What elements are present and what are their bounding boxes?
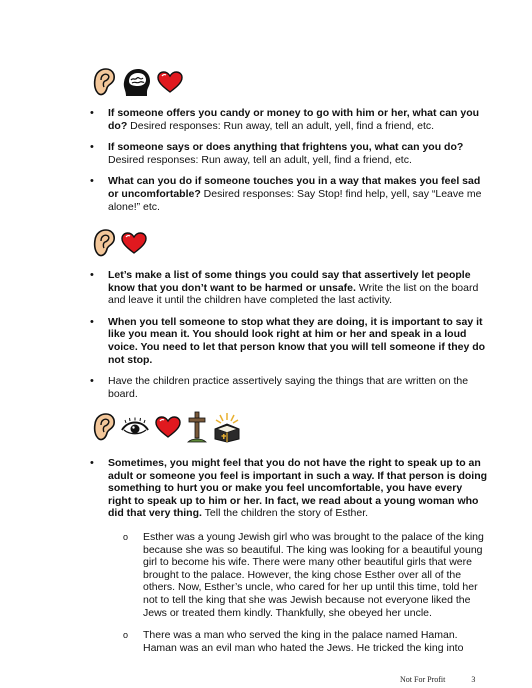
section-2-bullets bbox=[88, 269, 488, 409]
bullet-item: • Sometimes, you might feel that you do not have the right to speak up to an adult or someone you feel is important in such a way. If that person is doing something to hurt you or make you feel uncomfortable, you have every right to speak up to him or her. In fact, we read about a young woman who did that very thing. Tell the children the story of Esther. bbox=[88, 457, 488, 520]
eye-icon bbox=[120, 416, 150, 438]
bullet-item: • If someone says or does anything that frightens you, what can you do? Desired responses: Run away, tell an adult, yell, find a friend, etc. bbox=[88, 141, 488, 166]
icon-row-1 bbox=[92, 66, 184, 98]
bullet-item: • If someone offers you candy or money to go with him or her, what can you do? Desired responses: Run away, tell an adult, yell, find a friend, etc. bbox=[88, 107, 488, 132]
bullet-item: • Have the children practice assertively saying the things that are written on the board. bbox=[88, 375, 488, 400]
ear-icon bbox=[92, 67, 116, 97]
heart-icon bbox=[120, 231, 148, 255]
heart-icon bbox=[156, 70, 184, 94]
story-item: o There was a man who served the king in the palace named Haman. Haman was an evil man who hated the Jews. He tricked the king into bbox=[123, 629, 488, 654]
icon-row-2 bbox=[92, 228, 148, 258]
bible-icon bbox=[212, 411, 242, 443]
ear-icon bbox=[92, 228, 116, 258]
bullet-item: • What can you do if someone touches you in a way that makes you feel sad or uncomfortable? Desired responses: Say Stop! find help, yell, say “Leave me alone!” etc. bbox=[88, 175, 488, 213]
page-footer bbox=[400, 675, 475, 684]
story-item: o Esther was a young Jewish girl who was brought to the palace of the king because she was so beautiful. The king was looking for a beautiful young girl to become his wife. There were many other beautiful girls that were brought to the palace. However, the king chose Esther over all of the others. Now, Esther’s uncle, who cared for her up until this time, told her not to tell the king that she was Jewish because not everyone liked the Jews or treated them kindly. Thankfully, she obeyed her uncle. bbox=[123, 531, 488, 619]
footer-text: Not For Profit bbox=[400, 675, 446, 684]
cross-icon bbox=[186, 410, 208, 444]
bullet-item: • When you tell someone to stop what they are doing, it is important to say it like you mean it. You should look right at him or her and speak in a loud voice. You need to let that person know that you will tell someone if they do not stop. bbox=[88, 316, 488, 366]
brain-head-icon bbox=[120, 66, 152, 98]
heart-icon bbox=[154, 415, 182, 439]
page-number: 3 bbox=[471, 675, 476, 684]
icon-row-3 bbox=[92, 410, 242, 444]
section-1-bullets bbox=[88, 107, 488, 222]
section-3-bullets bbox=[88, 457, 488, 529]
esther-story-list bbox=[123, 531, 488, 664]
bullet-item: • Let’s make a list of some things you could say that assertively let people know that you don’t want to be harmed or unsafe. Write the list on the board and leave it until the children have completed the last activity. bbox=[88, 269, 488, 307]
ear-icon bbox=[92, 412, 116, 442]
